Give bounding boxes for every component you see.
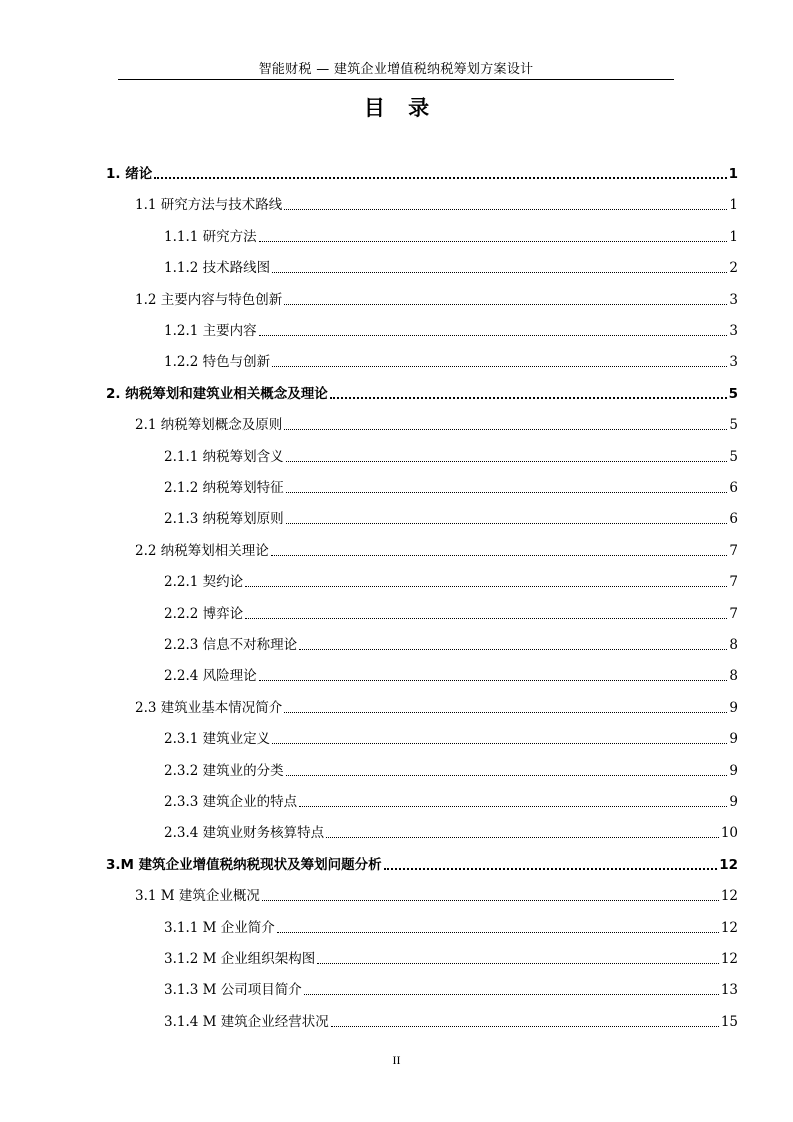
toc-entry-page: 3 xyxy=(729,354,738,371)
toc-entry-level-3[interactable] xyxy=(164,726,738,748)
toc-entry-page: 3 xyxy=(729,323,738,339)
toc-entry-level-2[interactable] xyxy=(135,192,738,214)
toc-entry-level-3[interactable] xyxy=(164,224,738,246)
toc-entry-label: 2.1.2 纳税筹划特征 xyxy=(164,480,284,496)
toc-dot-leader xyxy=(330,397,727,399)
toc-entry-page: 7 xyxy=(729,542,738,559)
toc-entry-level-2[interactable] xyxy=(135,695,738,717)
toc-entry-level-3[interactable] xyxy=(164,758,738,780)
toc-dot-leader xyxy=(326,837,719,838)
toc-entry-level-3[interactable] xyxy=(164,506,738,528)
toc-dot-leader xyxy=(259,680,728,681)
toc-entry-label: 2.1.1 纳税筹划含义 xyxy=(164,448,284,465)
toc-entry-page: 8 xyxy=(729,668,738,685)
toc-entry-level-1[interactable] xyxy=(106,852,738,874)
toc-dot-leader xyxy=(286,775,728,776)
toc-entry-page: 10 xyxy=(720,825,738,842)
toc-entry-page: 5 xyxy=(728,385,738,402)
toc-entry-label: 1.1 研究方法与技术路线 xyxy=(135,197,283,214)
toc-entry-level-3[interactable] xyxy=(164,915,738,937)
toc-entry-level-3[interactable] xyxy=(164,632,738,654)
toc-entry-label: 2.2.2 博弈论 xyxy=(164,605,244,622)
toc-entry-page: 9 xyxy=(729,731,738,748)
toc-entry-page: 9 xyxy=(729,699,738,716)
toc-dot-leader xyxy=(284,429,727,430)
toc-dot-leader xyxy=(284,304,727,305)
toc-entry-level-3[interactable] xyxy=(164,663,738,685)
toc-dot-leader xyxy=(299,806,727,807)
toc-dot-leader xyxy=(259,241,728,242)
toc-entry-label: 3.1 M 建筑企业概况 xyxy=(135,888,260,905)
toc-dot-leader xyxy=(262,900,719,901)
toc-entry-label: 2.2.4 风险理论 xyxy=(164,668,257,685)
toc-entry-page: 6 xyxy=(729,511,738,528)
running-header: 智能财税 — 建筑企业增值税纳税筹划方案设计 xyxy=(258,62,534,77)
toc-dot-leader xyxy=(272,743,727,744)
toc-entry-page: 15 xyxy=(720,1013,738,1030)
toc-entry-level-2[interactable] xyxy=(135,538,738,560)
toc-dot-leader xyxy=(259,335,728,336)
toc-entry-level-3[interactable] xyxy=(164,789,738,811)
toc-entry-page: 3 xyxy=(729,291,738,308)
toc-entry-level-3[interactable] xyxy=(164,820,738,842)
toc-entry-page: 12 xyxy=(719,856,738,873)
toc-dot-leader xyxy=(284,712,727,713)
toc-entry-label: 2.1.3 纳税筹划原则 xyxy=(164,511,284,528)
toc-entry-label: 3.1.1 M 企业简介 xyxy=(164,919,275,936)
toc-entry-page: 2 xyxy=(729,260,738,277)
toc-dot-leader xyxy=(284,209,727,210)
toc-entry-label: 1.1.2 技术路线图 xyxy=(164,260,271,277)
toc-entry-page: 1 xyxy=(729,197,738,214)
toc-entry-label: 2.1 纳税筹划概念及原则 xyxy=(135,417,283,434)
toc-entry-label: 2.2 纳税筹划相关理论 xyxy=(135,542,269,559)
toc-entry-level-3[interactable] xyxy=(164,475,738,497)
toc-entry-level-2[interactable] xyxy=(135,412,738,434)
toc-entry-level-3[interactable] xyxy=(164,977,738,999)
header-rule xyxy=(118,79,674,80)
toc-entry-label: 1. 绪论 xyxy=(106,166,153,182)
toc-entry-level-2[interactable] xyxy=(135,287,738,309)
toc-entry-page: 5 xyxy=(729,417,738,434)
toc-entry-label: 1.1.1 研究方法 xyxy=(164,228,257,245)
toc-dot-leader xyxy=(286,523,728,524)
toc-entry-level-3[interactable] xyxy=(164,601,738,623)
toc-entry-level-3[interactable] xyxy=(164,569,738,591)
toc-entry-label: 2.3.3 建筑企业的特点 xyxy=(164,794,298,810)
toc-entry-level-2[interactable] xyxy=(135,883,738,905)
toc-entry-page: 1 xyxy=(729,228,738,245)
toc-dot-leader xyxy=(272,366,727,367)
toc-entry-label: 3.M 建筑企业增值税纳税现状及筹划问题分析 xyxy=(106,856,382,873)
toc-entry-page: 13 xyxy=(720,982,738,999)
toc-entry-level-3[interactable] xyxy=(164,444,738,466)
toc-dot-leader xyxy=(317,963,719,964)
toc-dot-leader xyxy=(384,868,718,870)
toc-entry-page: 12 xyxy=(720,888,738,905)
toc-entry-label: 2.2.1 契约论 xyxy=(164,574,244,591)
toc-dot-leader xyxy=(272,272,727,273)
toc-entry-label: 2.3.2 建筑业的分类 xyxy=(164,762,284,779)
toc-entry-page: 1 xyxy=(728,166,738,182)
toc-entry-level-1[interactable] xyxy=(106,161,738,183)
toc-entry-level-3[interactable] xyxy=(164,349,738,371)
toc-entry-label: 2.3.4 建筑业财务核算特点 xyxy=(164,825,325,842)
toc-entry-label: 2. 纳税筹划和建筑业相关概念及理论 xyxy=(106,385,328,402)
toc-entry-label: 3.1.4 M 建筑企业经营状况 xyxy=(164,1013,329,1030)
toc-dot-leader xyxy=(245,618,727,619)
toc-entry-level-1[interactable] xyxy=(106,381,738,403)
toc-dot-leader xyxy=(277,932,719,933)
toc-entry-label: 2.3 建筑业基本情况简介 xyxy=(135,699,283,716)
toc-entry-page: 6 xyxy=(729,480,738,496)
toc-dot-leader xyxy=(304,994,719,995)
toc-entry-page: 5 xyxy=(729,448,738,465)
toc-entry-label: 2.2.3 信息不对称理论 xyxy=(164,637,298,653)
toc-entry-level-3[interactable] xyxy=(164,946,738,968)
toc-entry-label: 3.1.2 M 企业组织架构图 xyxy=(164,951,316,967)
toc-entry-label: 1.2.2 特色与创新 xyxy=(164,354,271,371)
toc-entry-level-3[interactable] xyxy=(164,255,738,277)
toc-dot-leader xyxy=(286,461,728,462)
toc-entry-level-3[interactable] xyxy=(164,318,738,340)
toc-entry-page: 7 xyxy=(729,605,738,622)
toc-entry-label: 1.2.1 主要内容 xyxy=(164,323,257,339)
toc-dot-leader xyxy=(286,492,728,493)
toc-entry-page: 9 xyxy=(729,762,738,779)
toc-dot-leader xyxy=(245,586,727,587)
toc-entry-label: 3.1.3 M 公司项目简介 xyxy=(164,982,302,999)
toc-entry-page: 8 xyxy=(729,637,738,653)
toc-entry-label: 2.3.1 建筑业定义 xyxy=(164,731,271,748)
toc-entry-page: 9 xyxy=(729,794,738,810)
toc-dot-leader xyxy=(154,177,726,179)
toc-entry-page: 7 xyxy=(729,574,738,591)
toc-entry-page: 12 xyxy=(720,951,738,967)
toc-dot-leader xyxy=(271,555,728,556)
toc-dot-leader xyxy=(299,649,727,650)
toc-entry-level-3[interactable] xyxy=(164,1009,738,1031)
page-number: II xyxy=(392,1053,401,1067)
toc-dot-leader xyxy=(331,1026,719,1027)
toc-entry-page: 12 xyxy=(720,919,738,936)
toc-entry-label: 1.2 主要内容与特色创新 xyxy=(135,291,283,308)
toc-title: 目 录 xyxy=(363,96,438,120)
